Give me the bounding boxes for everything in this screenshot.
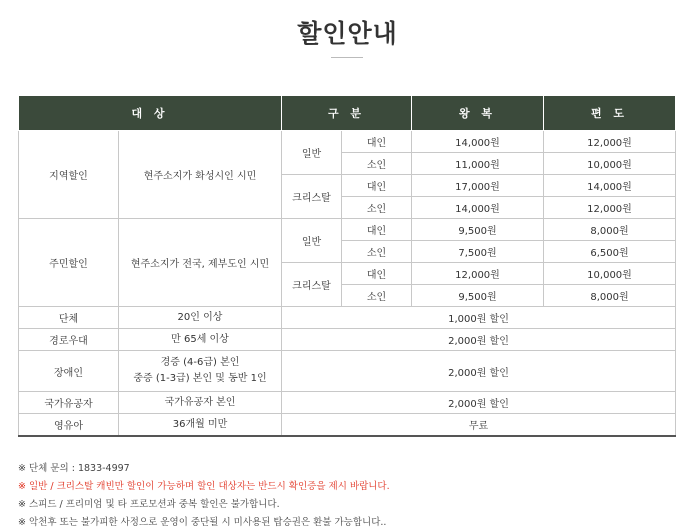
target-line: 국가유공자 본인 [164,396,236,408]
discount-name: 국가유공자 [19,392,119,414]
header-target: 대 상 [19,96,282,131]
note-line-highlight: ※ 일반 / 크리스탈 캐빈만 할인이 가능하며 할인 대상자는 반드시 확인증을 제시 바랍니다. [18,481,390,492]
passenger-type: 대인 [342,263,412,285]
one-way-price: 12,000원 [544,197,676,219]
discount-benefit: 무료 [282,414,676,437]
passenger-type: 소인 [342,153,412,175]
passenger-type: 소인 [342,197,412,219]
passenger-type: 소인 [342,241,412,263]
discount-benefit: 1,000원 할인 [282,307,676,329]
table-row [19,307,676,329]
discount-target [119,392,282,414]
passenger-type: 대인 [342,219,412,241]
discount-benefit: 2,000원 할인 [282,392,676,414]
one-way-price: 10,000원 [544,153,676,175]
subgroup-name: 일반 [282,219,342,263]
round-trip-price: 14,000원 [412,131,544,153]
group-target: 현주소지가 화성시인 시민 [119,131,282,219]
one-way-price: 10,000원 [544,263,676,285]
round-trip-price: 9,500원 [412,219,544,241]
group-target: 현주소지가 전국, 제부도인 시민 [119,219,282,307]
passenger-type: 대인 [342,175,412,197]
round-trip-price: 12,000원 [412,263,544,285]
one-way-price: 14,000원 [544,175,676,197]
subgroup-name: 크리스탈 [282,175,342,219]
discount-target [119,351,282,392]
subgroup-name: 일반 [282,131,342,175]
one-way-price: 6,500원 [544,241,676,263]
table-row [19,351,676,392]
header-one-way: 편 도 [544,96,676,131]
discount-benefit: 2,000원 할인 [282,329,676,351]
round-trip-price: 7,500원 [412,241,544,263]
table-row [19,414,676,437]
table-row [19,329,676,351]
table-row [19,131,676,153]
discount-benefit: 2,000원 할인 [282,351,676,392]
discount-target [119,414,282,437]
one-way-price: 8,000원 [544,219,676,241]
discount-table [18,95,676,437]
notes [18,460,390,532]
round-trip-price: 11,000원 [412,153,544,175]
round-trip-price: 17,000원 [412,175,544,197]
table-row [19,219,676,241]
target-line: 경증 (4-6급) 본인 [160,357,240,368]
discount-target [119,329,282,351]
header-category: 구 분 [282,96,412,131]
page-title: 할인안내 [297,19,398,48]
target-line: 만 65세 이상 [171,333,229,345]
subgroup-name: 크리스탈 [282,263,342,307]
note-line: ※ 스피드 / 프리미엄 및 타 프로모션과 중복 할인은 불가합니다. [18,499,280,510]
discount-name: 장애인 [19,351,119,392]
discount-target [119,307,282,329]
discount-name: 단체 [19,307,119,329]
note-line: ※ 단체 문의 : 1833-4997 [18,463,130,474]
discount-name: 경로우대 [19,329,119,351]
round-trip-price: 9,500원 [412,285,544,307]
target-line: 중증 (1-3급) 본인 및 동반 1인 [133,373,267,384]
group-name: 주민할인 [19,219,119,307]
target-line: 20인 이상 [177,311,223,323]
table-row [19,392,676,414]
header-round-trip: 왕 복 [412,96,544,131]
target-line: 36개월 미만 [172,418,228,430]
title-divider [331,57,363,58]
table-header-row [19,96,676,131]
discount-name: 영유아 [19,414,119,437]
group-name: 지역할인 [19,131,119,219]
note-line: ※ 악천후 또는 불가피한 사정으로 운영이 중단될 시 미사용된 탑승권은 환불 가능합니다.. [18,517,387,528]
one-way-price: 8,000원 [544,285,676,307]
one-way-price: 12,000원 [544,131,676,153]
passenger-type: 소인 [342,285,412,307]
passenger-type: 대인 [342,131,412,153]
round-trip-price: 14,000원 [412,197,544,219]
